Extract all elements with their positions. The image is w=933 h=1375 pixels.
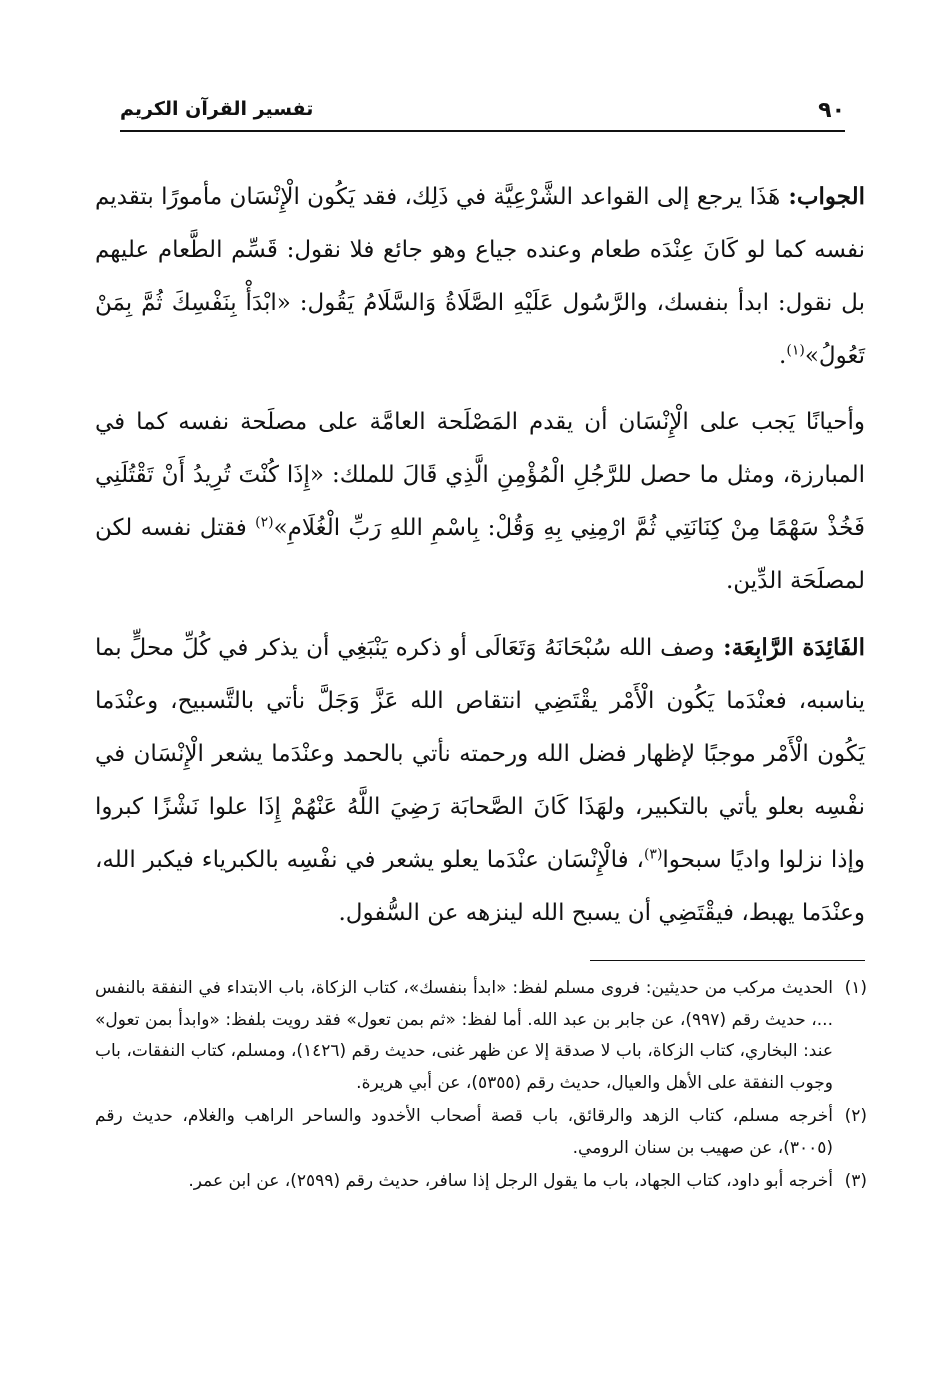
page-header	[120, 96, 845, 132]
main-text	[95, 170, 865, 953]
paragraph-priority	[95, 396, 865, 608]
footnote-1	[95, 973, 867, 1099]
footnote-3	[95, 1166, 867, 1198]
paragraph-text: وأحيانًا يَجب على الْإِنْسَان أن يقدم المَصْلَحة العامَّة على مصلَحة نفسه كما في المبارزة، ومثل ما حصل للرَّجُلِ الْمُؤْمِنِ الَّذِي قَالَ للملك: «إِذَا كُنْتَ تُرِيدُ أَنْ تَقْتُلَنِي فَخُذْ سَهْمًا مِنْ كِنَانَتِي ثُمَّ ارْمِنِي بِهِ وَقُلْ: بِاسْمِ اللهِ رَبِّ الْغُلَامِ»	[95, 409, 865, 541]
footnotes	[95, 973, 867, 1200]
paragraph-fourth-benefit	[95, 621, 865, 940]
benefit-lead: الفَائِدَة الرَّابِعَة:	[714, 634, 865, 661]
footnote-ref[interactable]: (٣)	[643, 846, 663, 863]
footnote-text: أخرجه مسلم، كتاب الزهد والرقائق، باب قصة أصحاب الأخدود والساحر الراهب والغلام، حديث رقم (٣٠٠٥)، عن صهيب بن سنان الرومي.	[95, 1106, 833, 1158]
paragraph-end: .	[779, 343, 787, 369]
footnote-ref[interactable]: (٢)	[255, 514, 274, 531]
running-title: تفسير القرآن الكريم	[120, 98, 314, 120]
footnote-text: الحديث مركب من حديثين: فروى مسلم لفظ: «ابدأ بنفسك»، كتاب الزكاة، باب الابتداء في النفقة بالنفس ...، حديث رقم (٩٩٧)، عن جابر بن عبد الله. أما لفظ: «ثم بمن تعول» فقد رويت بلفظ: «وابدأ بمن تعول» عند: البخاري، كتاب الزكاة، باب لا صدقة إلا عن ظهر غنى، حديث رقم (١٤٢٦)، ومسلم، كتاب النفقات، باب وجوب النفقة على الأهل والعيال، حديث رقم (٥٣٥٥)، عن أبي هريرة.	[95, 978, 833, 1093]
paragraph-end: فقتل نفسه لكن لمصلَحَة الدِّين.	[95, 515, 865, 594]
paragraph-text: وصف الله سُبْحَانَهُ وَتَعَالَى أو ذكره يَنْبَغِي أن يذكر في كُلِّ محلٍّ بما يناسبه، فعنْدَما يَكُون الْأَمْر يقْتَضِي انتقاص الله عَزَّ وَجَلَّ نأتي بالتَّسبيح، وعنْدَما يَكُون الْأَمْر موجبًا لإظهار فضل الله ورحمته نأتي بالحمد وعنْدَما يشعر الْإِنْسَان في نفْسِه بعلو يأتي بالتكبير، ولهَذَا كَانَ الصَّحابَة رَضِيَ اللَّهُ عَنْهُمْ إِذَا علوا نَشْزًا كبروا وإذا نزلوا واديًا سبحوا	[95, 635, 865, 873]
footnote-text: أخرجه أبو داود، كتاب الجهاد، باب ما يقول الرجل إذا سافر، حديث رقم (٢٥٩٩)، عن ابن عمر.	[188, 1171, 833, 1191]
footnote-number: (١)	[844, 978, 867, 998]
footnote-divider	[590, 960, 865, 961]
paragraph-answer	[95, 170, 865, 383]
answer-lead: الجواب:	[780, 183, 865, 210]
paragraph-text: هَذَا يرجع إلى القواعد الشَّرْعِيَّة في ذَلِك، فقد يَكُون الْإِنْسَان مأمورًا بتقديم نفسه كما لو كَانَ عِنْدَه طعام وعنده جياع وهو جائع فلا نقول: قَسِّم الطَّعام عليهم بل نقول: ابدأ بنفسك، والرَّسُول عَلَيْهِ الصَّلَاةُ وَالسَّلَامُ يَقُول: «ابْدَأْ بِنَفْسِكَ ثُمَّ بِمَنْ تَعُولُ»	[95, 184, 865, 369]
footnote-number: (٣)	[844, 1171, 867, 1191]
paragraph-end: ، فالْإِنْسَان عنْدَما يعلو يشعر في نفْسِه بالكبرياء فيكبر الله، وعنْدَما يهبط، فيقْتَضِي أن يسبح الله لينزهه عن السُّفول.	[95, 847, 865, 926]
footnote-ref[interactable]: (١)	[786, 342, 805, 359]
page-number: ٩٠	[818, 98, 845, 123]
footnote-number: (٢)	[844, 1106, 867, 1126]
footnote-2	[95, 1101, 867, 1164]
